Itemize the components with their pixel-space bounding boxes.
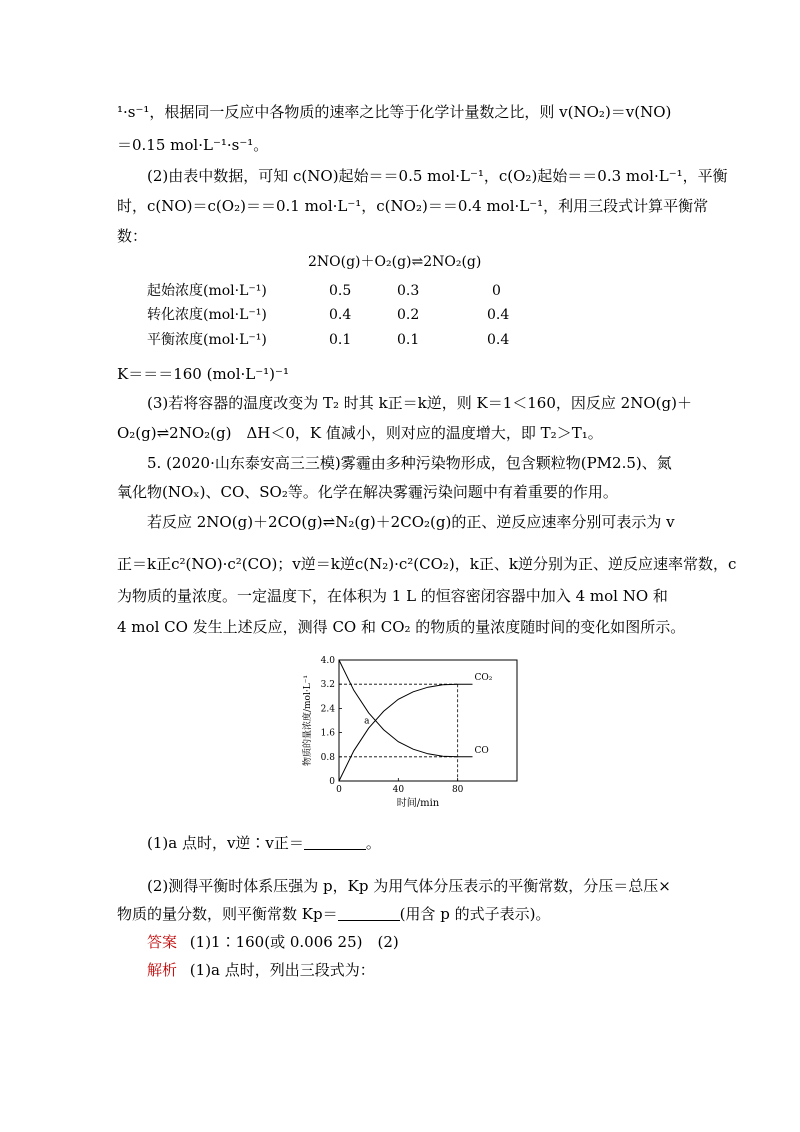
cell: 0.2: [397, 307, 420, 323]
x-tick-label: 0: [336, 785, 342, 795]
row-label: 平衡浓度(mol·L⁻¹): [147, 332, 267, 348]
text-line: ＝0.15 mol·L⁻¹·s⁻¹。: [117, 136, 269, 154]
text-line: 正＝k正c²(NO)·c²(CO)；v逆＝k逆c(N₂)·c²(CO₂)，k正、k逆分别为正、逆反应速率常数，c: [117, 555, 737, 573]
y-tick-label: 3.2: [320, 680, 335, 691]
cell: 0.4: [329, 307, 352, 323]
equation: 2NO(g)＋O₂(g)⇌2NO₂(g): [308, 254, 482, 270]
answer-line: [147, 932, 399, 952]
x-tick-label: 80: [451, 785, 464, 795]
q2-text: 物质的量分数，则平衡常数 Kp＝: [117, 905, 338, 923]
text-line: 4 mol CO 发生上述反应，测得 CO 和 CO₂ 的物质的量浓度随时间的变化如图所示。: [117, 618, 686, 636]
text-line: 为物质的量浓度。一定温度下，在体积为 1 L 的恒容密闭容器中加入 4 mol NO 和: [117, 587, 668, 605]
cell: 0.5: [329, 283, 352, 299]
text-line: (2)由表中数据，可知 c(NO)起始＝＝0.5 mol·L⁻¹，c(O₂)起始＝＝0.3 mol·L⁻¹，平衡: [147, 167, 728, 185]
concentration-chart: [300, 652, 530, 817]
x-tick-label: 40: [392, 785, 405, 795]
row-label: 转化浓度(mol·L⁻¹): [147, 307, 267, 323]
text-line: K＝＝＝160 (mol·L⁻¹)⁻¹: [117, 365, 289, 383]
y-tick-label: 4.0: [320, 656, 335, 666]
text-line: 时，c(NO)＝c(O₂)＝＝0.1 mol·L⁻¹，c(NO₂)＝＝0.4 mol·L⁻¹，利用三段式计算平衡常: [117, 197, 709, 215]
cell: 0.4: [487, 307, 510, 323]
answer-blank: [304, 835, 366, 850]
question-1: [147, 833, 381, 853]
cell: 0.4: [487, 332, 510, 348]
text-line: 若反应 2NO(g)＋2CO(g)⇌N₂(g)＋2CO₂(g)的正、逆反应速率分别可表示为 v: [147, 513, 675, 531]
y-tick-label: 0.8: [320, 752, 335, 763]
q1-text: (1)a 点时，v逆∶v正＝: [147, 834, 304, 852]
x-axis-label: 时间/min: [396, 798, 440, 809]
q1-end: 。: [365, 834, 381, 852]
answer-label: 答案: [147, 933, 178, 951]
y-axis-label: 物质的量浓度/mol·L⁻¹: [303, 674, 313, 767]
answer-blank: [338, 906, 400, 921]
text-line: 数：: [117, 227, 148, 245]
q2-end: (用含 p 的式子表示)。: [399, 905, 551, 923]
point-a-label: a: [364, 716, 370, 727]
cell: 0.1: [329, 332, 352, 348]
analysis-text: (1)a 点时，列出三段式为：: [189, 961, 375, 979]
text-line: (3)若将容器的温度改变为 T₂ 时其 k正＝k逆，则 K＝1＜160，因反应 2NO(g)＋: [147, 394, 692, 412]
cell: 0: [492, 283, 501, 299]
question-2: [117, 904, 550, 924]
row-label: 起始浓度(mol·L⁻¹): [147, 283, 267, 299]
co2-series-label: CO₂: [474, 673, 493, 684]
text-line: O₂(g)⇌2NO₂(g) ΔH＜0，K 值减小，则对应的温度增大，即 T₂＞T₁。: [117, 424, 603, 442]
cell: 0.3: [397, 283, 420, 299]
co-series-label: CO: [474, 745, 489, 756]
cell: 0.1: [397, 332, 420, 348]
analysis-label: 解析: [147, 961, 178, 979]
y-tick-label: 2.4: [320, 704, 335, 715]
text-line: (2)测得平衡时体系压强为 p，Kp 为用气体分压表示的平衡常数，分压＝总压×: [147, 877, 671, 895]
y-tick-label: 1.6: [320, 728, 335, 739]
text-line: 5. (2020·山东泰安高三三模)雾霾由多种污染物形成，包含颗粒物(PM2.5)、氮: [147, 454, 672, 472]
text-line: ¹·s⁻¹，根据同一反应中各物质的速率之比等于化学计量数之比，则 v(NO₂)＝v(NO): [117, 103, 672, 121]
y-tick-label: 0: [329, 777, 335, 787]
text-line: 氧化物(NOₓ)、CO、SO₂等。化学在解决雾霾污染问题中有着重要的作用。: [117, 483, 618, 501]
answer-text: (1)1∶160(或 0.006 25) (2): [189, 933, 399, 951]
analysis-line: [147, 960, 375, 980]
